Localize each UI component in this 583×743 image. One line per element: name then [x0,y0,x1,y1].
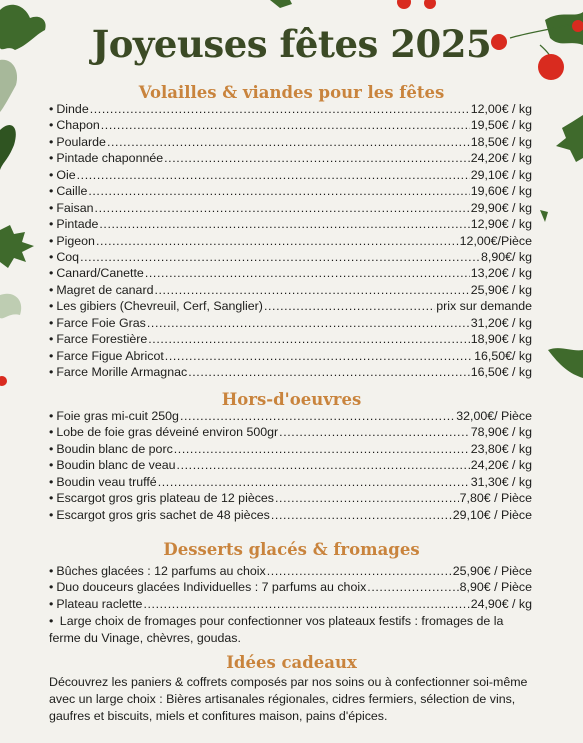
item-price: 29,10€ / kg [470,167,532,182]
item-name: Escargot gros gris plateau de 12 pièces [56,491,274,506]
item-price: 19,60€ / kg [470,184,532,199]
item-name: Faisan [56,200,94,215]
price-row: • Duo douceurs glacées Individuelles : 7 parfums au choix ..... 8,90€ / Pièce [49,579,532,595]
item-price: 18,90€ / kg [470,332,532,347]
item-price: 12,00€/Pièce [459,233,532,248]
item-price: 25,90€ / kg [470,282,532,297]
price-row: • Farce Figue Abricot ..... 16,50€/ kg [49,348,532,364]
item-name: Farce Foie Gras [56,315,146,330]
section-title-viandes: Volailles & viandes pour les fêtes [138,83,445,102]
item-price: 32,00€/ Pièce [456,409,532,423]
price-row: • Les gibiers (Chevreuil, Cerf, Sanglier) ..... prix sur demande [49,298,532,314]
price-row: • Lobe de foie gras déveiné environ 500gr ..... 78,90€ / kg [49,424,532,440]
item-price: 23,80€ / kg [470,441,532,456]
item-price: 16,50€/ kg [474,348,532,363]
item-name: Plateau raclette [56,596,143,611]
item-price: prix sur demande [436,299,532,314]
price-row: • Magret de canard ..... 25,90€ / kg [49,282,532,298]
price-row: • Pigeon ..... 12,00€/Pièce [49,233,532,249]
item-price: 24,20€ / kg [470,151,532,166]
item-price: 31,30€ / kg [470,474,532,489]
item-price: 29,10€ / Pièce [452,507,532,522]
price-row: • Bûches glacées : 12 parfums au choix ..... 25,90€ / Pièce [49,563,532,579]
item-price: 31,20€ / kg [470,315,532,330]
item-name: Pintade [56,217,99,232]
item-price: 24,20€ / kg [470,458,532,473]
item-name: Pintade chaponnée [56,151,164,166]
item-price: 29,90€ / kg [470,200,532,215]
item-name: Caille [56,184,88,199]
price-row: • Farce Foie Gras ..... 31,20€ / kg [49,315,532,331]
item-name: Boudin veau truffé [56,474,157,489]
item-price: 78,90€ / kg [470,425,532,440]
berry-icon [397,0,411,9]
holly-leaf-icon [270,0,292,8]
section-title-hors-doeuvres: Hors-d'oeuvres [221,390,362,409]
item-name: Chapon [56,118,100,133]
item-price: 16,50€ / kg [470,365,532,379]
price-row: • Coq ..... 8,90€/ kg [49,249,532,265]
item-price: 25,90€ / Pièce [452,564,532,578]
item-name: Oie [56,167,76,182]
item-price: 24,90€ / kg [470,596,532,611]
item-name: Farce Figue Abricot [56,348,164,363]
item-price: 13,20€ / kg [470,266,532,281]
price-row: • Plateau raclette ..... 24,90€ / kg [49,596,532,612]
item-name: Les gibiers (Chevreuil, Cerf, Sanglier) [56,299,263,314]
holly-leaf-icon [0,294,21,319]
price-row: • Farce Forestière ..... 18,90€ / kg [49,331,532,347]
item-name: Dinde [56,102,89,116]
item-name: Boudin blanc de porc [56,441,173,456]
price-row: • Pintade chaponnée ..... 24,20€ / kg [49,150,532,166]
item-price: 18,50€ / kg [470,134,532,149]
item-price: 8,90€/ kg [481,249,532,264]
price-row: • Escargot gros gris sachet de 48 pièces ..... 29,10€ / Pièce [49,507,532,523]
section-title-desserts: Desserts glacés & fromages [163,540,420,559]
berry-icon [0,376,7,386]
price-row: • Chapon ..... 19,50€ / kg [49,117,532,133]
cadeaux-text: Découvrez les paniers & coffrets composés par nos soins ou à confectionner soi-même avec un large choix : Bières artisanales régionales, cidres fermiers, sélection de vins, gaufres et biscuits, miels et confitures maison, pains d'épices. [49,675,528,723]
item-name: Farce Forestière [56,332,148,347]
price-row: • Pintade ..... 12,90€ / kg [49,216,532,232]
price-row: • Boudin veau truffé ..... 31,30€ / kg [49,474,532,490]
item-name: Poularde [56,134,106,149]
price-row: • Caille ..... 19,60€ / kg [49,183,532,199]
holly-leaf-icon [556,115,583,162]
item-price: 7,80€ / Pièce [459,491,532,506]
fromages-note-text: Large choix de fromages pour confectionner vos plateaux festifs : fromages de la ferme du Vinage, chèvres, goudas. [49,614,504,645]
item-name: Coq [56,249,80,264]
item-name: Farce Morille Armagnac [56,365,188,379]
item-price: 19,50€ / kg [470,118,532,133]
holly-leaf-icon [0,125,16,170]
price-list-desserts [49,563,532,612]
item-price: 12,00€ / kg [470,102,532,116]
item-name: Duo douceurs glacées Individuelles : 7 parfums au choix [56,580,367,595]
item-price: 12,90€ / kg [470,217,532,232]
holly-leaf-icon [0,225,34,268]
price-row: • Faisan ..... 29,90€ / kg [49,200,532,216]
section-title-cadeaux: Idées cadeaux [226,653,357,672]
item-name: Lobe de foie gras déveiné environ 500gr [56,425,279,440]
price-row: • Oie ..... 29,10€ / kg [49,167,532,183]
holly-leaf-icon [548,348,583,378]
item-name: Magret de canard [56,282,154,297]
price-row: • Farce Morille Armagnac ..... 16,50€ / kg [49,364,532,380]
price-row: • Canard/Canette ..... 13,20€ / kg [49,265,532,281]
price-list-hors-doeuvres [49,408,532,523]
page-title: Joyeuses fêtes 2025 [91,22,492,66]
price-list-viandes [49,101,532,380]
holly-leaf-icon [540,210,548,222]
fromages-note: • Large choix de fromages pour confectionner vos plateaux festifs : fromages de la ferme du Vinage, chèvres, goudas. [49,614,504,645]
price-row: • Dinde ..... 12,00€ / kg [49,101,532,117]
item-name: Foie gras mi-cuit 250g [56,409,179,423]
item-name: Bûches glacées : 12 parfums au choix [56,564,266,578]
price-row: • Boudin blanc de porc ..... 23,80€ / kg [49,441,532,457]
price-row: • Escargot gros gris plateau de 12 pièces ..... 7,80€ / Pièce [49,490,532,506]
price-row: • Boudin blanc de veau ..... 24,20€ / kg [49,457,532,473]
item-name: Pigeon [56,233,95,248]
item-name: Boudin blanc de veau [56,458,176,473]
price-row: • Foie gras mi-cuit 250g ..... 32,00€/ Pièce [49,408,532,424]
price-row: • Poularde ..... 18,50€ / kg [49,134,532,150]
berry-icon [424,0,436,9]
item-name: Escargot gros gris sachet de 48 pièces [56,507,270,522]
item-name: Canard/Canette [56,266,144,281]
item-price: 8,90€ / Pièce [459,580,532,595]
